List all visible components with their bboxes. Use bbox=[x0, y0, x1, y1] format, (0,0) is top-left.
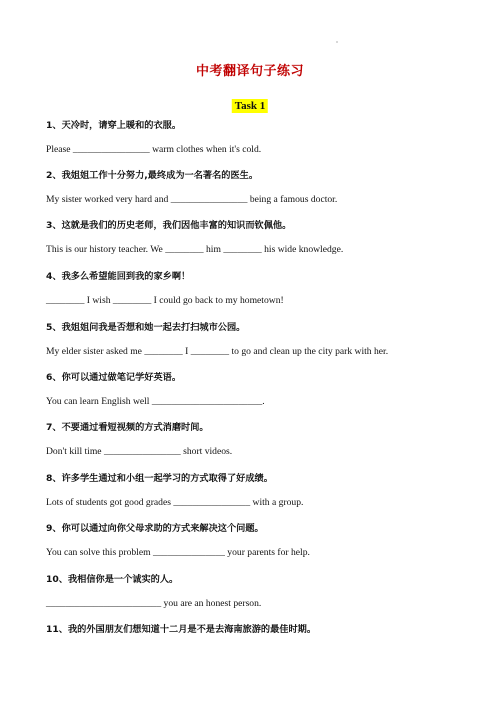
question-7-english bbox=[46, 446, 232, 458]
question-3-english bbox=[46, 244, 343, 256]
sentence-text: I bbox=[182, 346, 191, 357]
answer-blank[interactable]: ________ bbox=[190, 346, 230, 357]
sentence-text: I could go back to my hometown! bbox=[151, 295, 284, 306]
answer-blank[interactable]: ________ bbox=[112, 295, 152, 306]
sentence-text: My elder sister asked me bbox=[46, 346, 145, 357]
sentence-text: I wish bbox=[84, 295, 113, 306]
question-2-english bbox=[46, 194, 337, 206]
question-6-english bbox=[46, 396, 265, 408]
question-7-chinese: 7、不要通过看短视频的方式消磨时间。 bbox=[46, 422, 209, 433]
answer-blank[interactable]: ________________ bbox=[72, 144, 150, 155]
sentence-text: his wide knowledge. bbox=[261, 244, 344, 255]
answer-blank[interactable]: ________________ bbox=[103, 446, 181, 457]
answer-blank[interactable]: ________ bbox=[165, 244, 204, 255]
question-4-english bbox=[46, 295, 284, 307]
question-5-english bbox=[46, 346, 388, 358]
question-1-chinese: 1、天冷时，请穿上暖和的衣服。 bbox=[46, 120, 182, 131]
question-10-english bbox=[46, 598, 261, 610]
sentence-text: Don't kill time bbox=[46, 446, 104, 457]
answer-blank[interactable]: ________ bbox=[144, 346, 183, 357]
scan-speck bbox=[336, 41, 338, 43]
answer-blank[interactable]: ________ bbox=[46, 295, 85, 306]
sentence-text: being a famous doctor. bbox=[247, 194, 338, 205]
question-5-chinese: 5、我姐姐问我是否想和她一起去打扫城市公园。 bbox=[46, 322, 246, 333]
sentence-text: . bbox=[262, 396, 265, 407]
answer-blank[interactable]: ________ bbox=[223, 244, 262, 255]
sentence-text: You can learn English well bbox=[46, 396, 152, 407]
question-2-chinese: 2、我姐姐工作十分努力,最终成为一名著名的医生。 bbox=[46, 170, 259, 181]
sentence-text: Please bbox=[46, 144, 73, 155]
sentence-text: him bbox=[203, 244, 224, 255]
sentence-text: your parents for help. bbox=[224, 547, 310, 558]
question-6-chinese: 6、你可以通过做笔记学好英语。 bbox=[46, 372, 182, 383]
sentence-text: short videos. bbox=[180, 446, 233, 457]
sentence-text: This is our history teacher. We bbox=[46, 244, 166, 255]
answer-blank[interactable]: ________________________ bbox=[46, 598, 162, 609]
question-3-chinese: 3、这就是我们的历史老师，我们因他丰富的知识而钦佩他。 bbox=[46, 220, 292, 231]
task-label: Task 1 bbox=[232, 99, 268, 113]
question-4-chinese: 4、我多么希望能回到我的家乡啊！ bbox=[46, 271, 191, 282]
answer-blank[interactable]: ________________ bbox=[170, 194, 248, 205]
sentence-text: warm clothes when it's cold. bbox=[149, 144, 262, 155]
question-9-english bbox=[46, 547, 310, 559]
question-10-chinese: 10、我相信你是一个诚实的人。 bbox=[46, 574, 179, 585]
sentence-text: with a group. bbox=[250, 497, 304, 508]
question-8-english bbox=[46, 497, 303, 509]
question-8-chinese: 8、许多学生通过和小组一起学习的方式取得了好成绩。 bbox=[46, 473, 273, 484]
sentence-text: You can solve this problem bbox=[46, 547, 153, 558]
answer-blank[interactable]: ________________ bbox=[173, 497, 251, 508]
sentence-text: to go and clean up the city park with her. bbox=[229, 346, 389, 357]
question-9-chinese: 9、你可以通过向你父母求助的方式来解决这个问题。 bbox=[46, 523, 264, 534]
sentence-text: Lots of students got good grades bbox=[46, 497, 174, 508]
question-1-english bbox=[46, 144, 261, 156]
answer-blank[interactable]: _______________________ bbox=[151, 396, 263, 407]
page-title: 中考翻译句子练习 bbox=[195, 64, 304, 79]
answer-blank[interactable]: _______________ bbox=[152, 547, 225, 558]
question-11-chinese: 11、我的外国朋友们想知道十二月是不是去海南旅游的最佳时期。 bbox=[46, 624, 317, 635]
sentence-text: you are an honest person. bbox=[161, 598, 262, 609]
sentence-text: My sister worked very hard and bbox=[46, 194, 171, 205]
